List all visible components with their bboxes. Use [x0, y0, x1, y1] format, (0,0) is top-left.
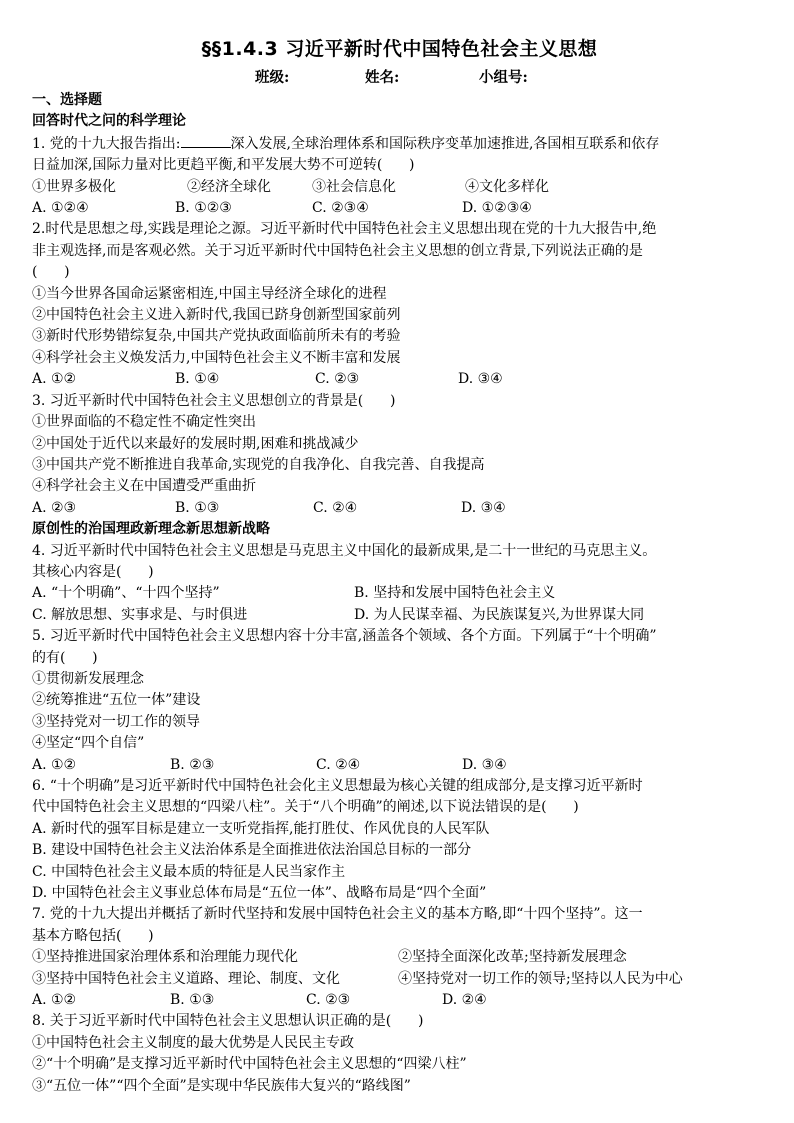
answer-option: C. 解放思想、实事求是、与时俱进	[32, 606, 248, 623]
option-item: ③新时代形势错综复杂,中国共产党执政面临前所未有的考验	[32, 328, 401, 345]
option-item: ②统筹推进“五位一体”建设	[32, 692, 201, 709]
answer-option: A. ①②④	[32, 200, 89, 217]
class-label: 班级:	[255, 69, 290, 86]
option-item: ④文化多样化	[465, 178, 549, 195]
option-item: ④科学社会主义焕发活力,中国特色社会主义不断丰富和发展	[32, 349, 401, 366]
option-item: ①坚持推进国家治理体系和治理能力现代化	[32, 949, 298, 966]
answer-option: C. ②③	[315, 371, 360, 388]
answer-option: B. ①③	[175, 499, 220, 516]
answer-option: D. ③④	[461, 499, 506, 516]
option-item: ③“五位一体”“四个全面”是实现中华民族伟大复兴的“路线图”	[32, 1077, 411, 1094]
answer-option: A. ①②	[32, 756, 77, 773]
group-label: 小组号:	[479, 69, 528, 86]
answer-option: A. ①②	[32, 371, 77, 388]
option-item: ④坚持党对一切工作的领导;坚持以人民为中心	[398, 970, 683, 987]
answer-row	[32, 198, 767, 219]
answer-option: C. ②③	[306, 992, 351, 1009]
answer-option: C. ②④	[313, 499, 358, 516]
page-title: §§1.4.3 习近平新时代中国特色社会主义思想	[201, 38, 598, 60]
option-item: ③社会信息化	[312, 178, 396, 195]
question-text: 基本方略包括( )	[32, 927, 154, 944]
question-text: 的有( )	[32, 649, 98, 666]
option-item: ③中国共产党不断推进自我革命,实现党的自我净化、自我完善、自我提高	[32, 456, 485, 473]
question-text: 1. 党的十九大报告指出:	[32, 135, 181, 152]
answer-option: B. 坚持和发展中国特色社会主义	[354, 585, 556, 602]
answer-option: A. 新时代的强军目标是建立一支听党指挥,能打胜仗、作风优良的人民军队	[32, 820, 490, 837]
option-item: ③坚持中国特色社会主义道路、理论、制度、文化	[32, 970, 340, 987]
question-text: 6. “十个明确”是习近平新时代中国特色社会化主义思想最为核心关键的组成部分,是支撑习近平新时	[32, 778, 643, 794]
answer-option: C. ②④	[316, 756, 361, 773]
option-item: ②中国处于近代以来最好的发展时期,困难和挑战减少	[32, 435, 359, 452]
subsection-heading: 原创性的治国理政新理念新思想新战略	[32, 521, 270, 538]
answer-option: D. ③④	[458, 371, 503, 388]
answer-row	[32, 755, 767, 776]
name-label: 姓名:	[365, 69, 400, 86]
section-heading: 一、选择题	[32, 92, 102, 108]
question-text: 5. 习近平新时代中国特色社会主义思想内容十分丰富,涵盖各个领域、各个方面。下列属于“十个明确”	[32, 628, 657, 645]
answer-option: B. ①③	[170, 992, 215, 1009]
option-item: ②“十个明确”是支撑习近平新时代中国特色社会主义思想的“四梁八柱”	[32, 1056, 467, 1073]
answer-option: B. ①④	[175, 371, 220, 388]
option-item: ①世界多极化	[32, 178, 116, 195]
option-row	[32, 947, 767, 968]
option-item: ①世界面临的不稳定性不确定性突出	[32, 414, 256, 431]
answer-row	[32, 605, 767, 626]
answer-option: A. “十个明确”、“十四个坚持”	[32, 585, 220, 602]
question-text: 非主观选择,而是客观必然。关于习近平新时代中国特色社会主义思想的创立背景,下列说法正确的是	[32, 242, 643, 259]
option-item: ①当今世界各国命运紧密相连,中国主导经济全球化的进程	[32, 285, 387, 302]
question-text: ( )	[32, 264, 70, 281]
subsection-heading: 回答时代之问的科学理论	[32, 113, 186, 130]
answer-option: B. 建设中国特色社会主义法治体系是全面推进依法治国总目标的一部分	[32, 842, 472, 859]
option-item: ④坚定“四个自信”	[32, 735, 145, 752]
option-item: ①贯彻新发展理念	[32, 670, 144, 687]
option-item: ③坚持党对一切工作的领导	[32, 713, 200, 730]
answer-option: D. 为人民谋幸福、为民族谋复兴,为世界谋大同	[354, 606, 645, 623]
answer-option: A. ①②	[32, 992, 77, 1009]
question-stem	[32, 133, 767, 155]
answer-option: C. 中国特色社会主义最本质的特征是人民当家作主	[32, 863, 346, 880]
question-text: 3. 习近平新时代中国特色社会主义思想创立的背景是( )	[32, 392, 396, 409]
student-info-line	[32, 68, 767, 88]
answer-option: D. 中国特色社会主义事业总体布局是“五位一体”、战略布局是“四个全面”	[32, 885, 487, 902]
answer-option: A. ②③	[32, 499, 77, 516]
option-item: ②坚持全面深化改革;坚持新发展理念	[398, 949, 627, 966]
question-text: 4. 习近平新时代中国特色社会主义思想是马克思主义中国化的最新成果,是二十一世纪的马克思主义。	[32, 542, 657, 559]
answer-option: C. ②③④	[312, 200, 369, 217]
answer-row	[32, 990, 767, 1011]
answer-option: B. ①②③	[175, 200, 232, 217]
answer-option: D. ③④	[462, 756, 507, 773]
worksheet-page	[32, 36, 767, 1097]
answer-option: D. ②④	[442, 992, 487, 1009]
question-text: 8. 关于习近平新时代中国特色社会主义思想认识正确的是( )	[32, 1013, 424, 1030]
option-row	[32, 177, 767, 198]
option-row	[32, 969, 767, 990]
question-text: 2.时代是思想之母,实践是理论之源。习近平新时代中国特色社会主义思想出现在党的十九大报告中,绝	[32, 221, 657, 238]
answer-row	[32, 498, 767, 519]
question-text: 代中国特色社会主义思想的“四梁八柱”。关于“八个明确”的阐述,以下说法错误的是( )	[32, 799, 579, 816]
question-text: 深入发展,全球治理体系和国际秩序变革加速推进,各国相互联系和依存	[230, 135, 660, 152]
fill-blank	[181, 133, 231, 148]
answer-row	[32, 583, 767, 604]
option-item: ②中国特色社会主义进入新时代,我国已跻身创新型国家前列	[32, 307, 401, 324]
question-text: 7. 党的十九大提出并概括了新时代坚持和发展中国特色社会主义的基本方略,即“十四个坚持”。这一	[32, 906, 643, 923]
question-text: 其核心内容是( )	[32, 563, 154, 580]
answer-option: D. ①②③④	[462, 200, 532, 217]
option-item: ①中国特色社会主义制度的最大优势是人民民主专政	[32, 1034, 354, 1051]
answer-row	[32, 369, 767, 390]
answer-option: B. ②③	[170, 756, 215, 773]
question-text: 日益加深,国际力量对比更趋平衡,和平发展大势不可逆转( )	[32, 157, 415, 174]
option-item: ④科学社会主义在中国遭受严重曲折	[32, 478, 256, 495]
option-item: ②经济全球化	[187, 178, 271, 195]
